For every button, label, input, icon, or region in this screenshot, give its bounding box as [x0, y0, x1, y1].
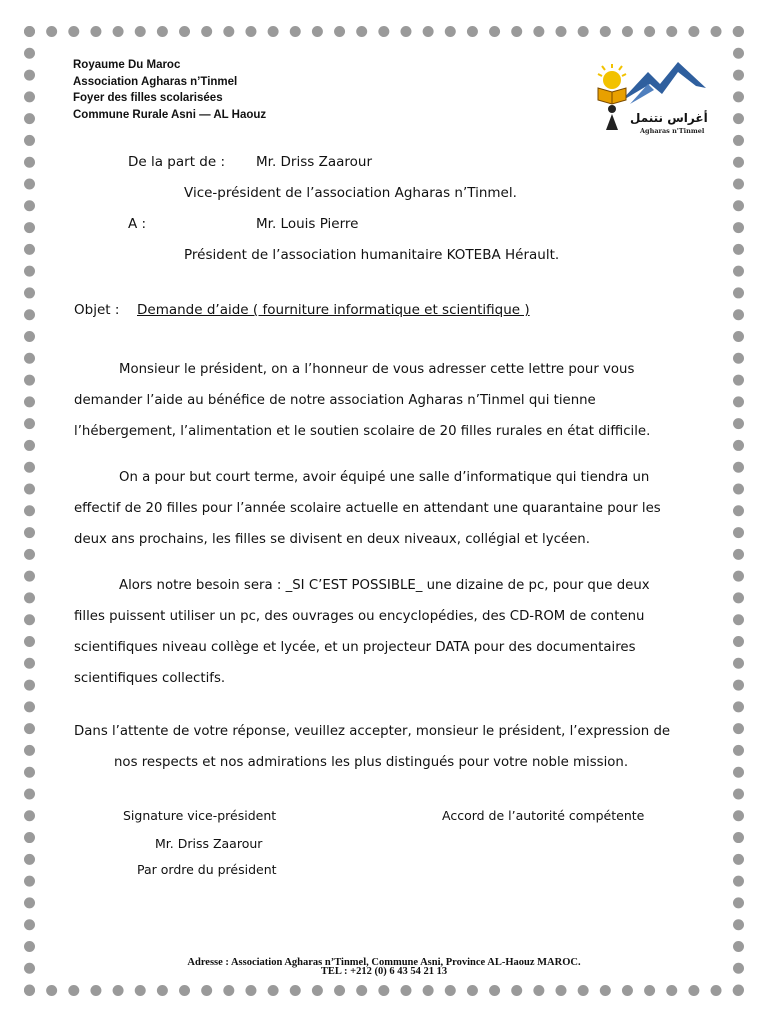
logo-arabic-text: أغراس نتنمل: [630, 111, 708, 125]
footer-telephone: TEL : +212 (0) 6 43 54 21 13: [320, 966, 448, 977]
closing-line: nos respects et nos admirations les plus distingués pour votre noble mission.: [114, 755, 629, 770]
mountain-icon: [620, 62, 706, 104]
objet-label: Objet :: [74, 302, 120, 318]
header-line-foyer: Foyer des filles scolarisées: [73, 92, 223, 104]
paragraph-line: effectif de 20 filles pour l’année scolaire actuelle en attendant une quarantaine pour les: [74, 501, 661, 516]
paragraph-line: scientifiques niveau collège et lycée, et un projecteur DATA pour des documentaires: [74, 640, 636, 655]
paragraph-line: demander l’aide au bénéfice de notre association Agharas n’Tinmel qui tienne: [74, 393, 596, 408]
paragraph-line: Alors notre besoin sera : _SI C’EST POSSIBLE_ une dizaine de pc, pour que deux: [119, 578, 650, 593]
book-icon: [598, 88, 626, 104]
logo-latin-text: Agharas n'Tinmel: [640, 127, 705, 135]
header-line-association: Association Agharas n’Tinmel: [73, 75, 238, 88]
sun-icon: [598, 64, 626, 89]
paragraph-line: On a pour but court terme, avoir équipé une salle d’informatique qui tiendra un: [119, 470, 650, 485]
to-label: A :: [128, 216, 147, 232]
to-name: Mr. Louis Pierre: [256, 216, 359, 232]
organization-header: [73, 57, 266, 123]
signature-vp-name: Mr. Driss Zaarour: [155, 836, 263, 851]
signature-vp-label: Signature vice-président: [123, 808, 277, 823]
objet-text: Demande d’aide ( fourniture informatique et scientifique ): [137, 302, 530, 318]
paragraph-2: [74, 462, 694, 555]
paragraph-line: filles puissent utiliser un pc, des ouvrages ou encyclopédies, des CD-ROM de contenu: [74, 609, 645, 624]
from-label: De la part de :: [128, 154, 225, 170]
from-title: Vice-président de l’association Agharas n’Tinmel.: [184, 185, 517, 201]
by-order-of-president: Par ordre du président: [137, 862, 277, 877]
header-line-kingdom: Royaume Du Maroc: [73, 59, 181, 71]
footer-address: Adresse : Association Agharas n’Tinmel, Commune Asni, Province AL-Haouz MAROC.: [187, 957, 581, 968]
authority-approval-label: Accord de l’autorité compétente: [442, 808, 645, 823]
closing-line: Dans l’attente de votre réponse, veuillez accepter, monsieur le président, l’expression de: [74, 724, 671, 739]
paragraph-line: Monsieur le président, on a l’honneur de vous adresser cette lettre pour vous: [119, 362, 635, 377]
paragraph-3: [74, 570, 694, 694]
to-title: Président de l’association humanitaire KOTEBA Hérault.: [184, 247, 560, 263]
paragraph-line: l’hébergement, l’alimentation et le soutien scolaire de 20 filles rurales en état difficile.: [74, 424, 651, 439]
paragraph-1: [74, 354, 694, 447]
from-name: Mr. Driss Zaarour: [256, 154, 373, 170]
paragraph-line: scientifiques collectifs.: [74, 671, 226, 686]
paragraph-line: deux ans prochains, les filles se divisent en deux niveaux, collégial et lycéen.: [74, 532, 590, 547]
girl-figure-icon: [606, 105, 618, 130]
header-line-commune: Commune Rurale Asni — AL Haouz: [73, 108, 267, 121]
closing-paragraph: [74, 716, 724, 778]
